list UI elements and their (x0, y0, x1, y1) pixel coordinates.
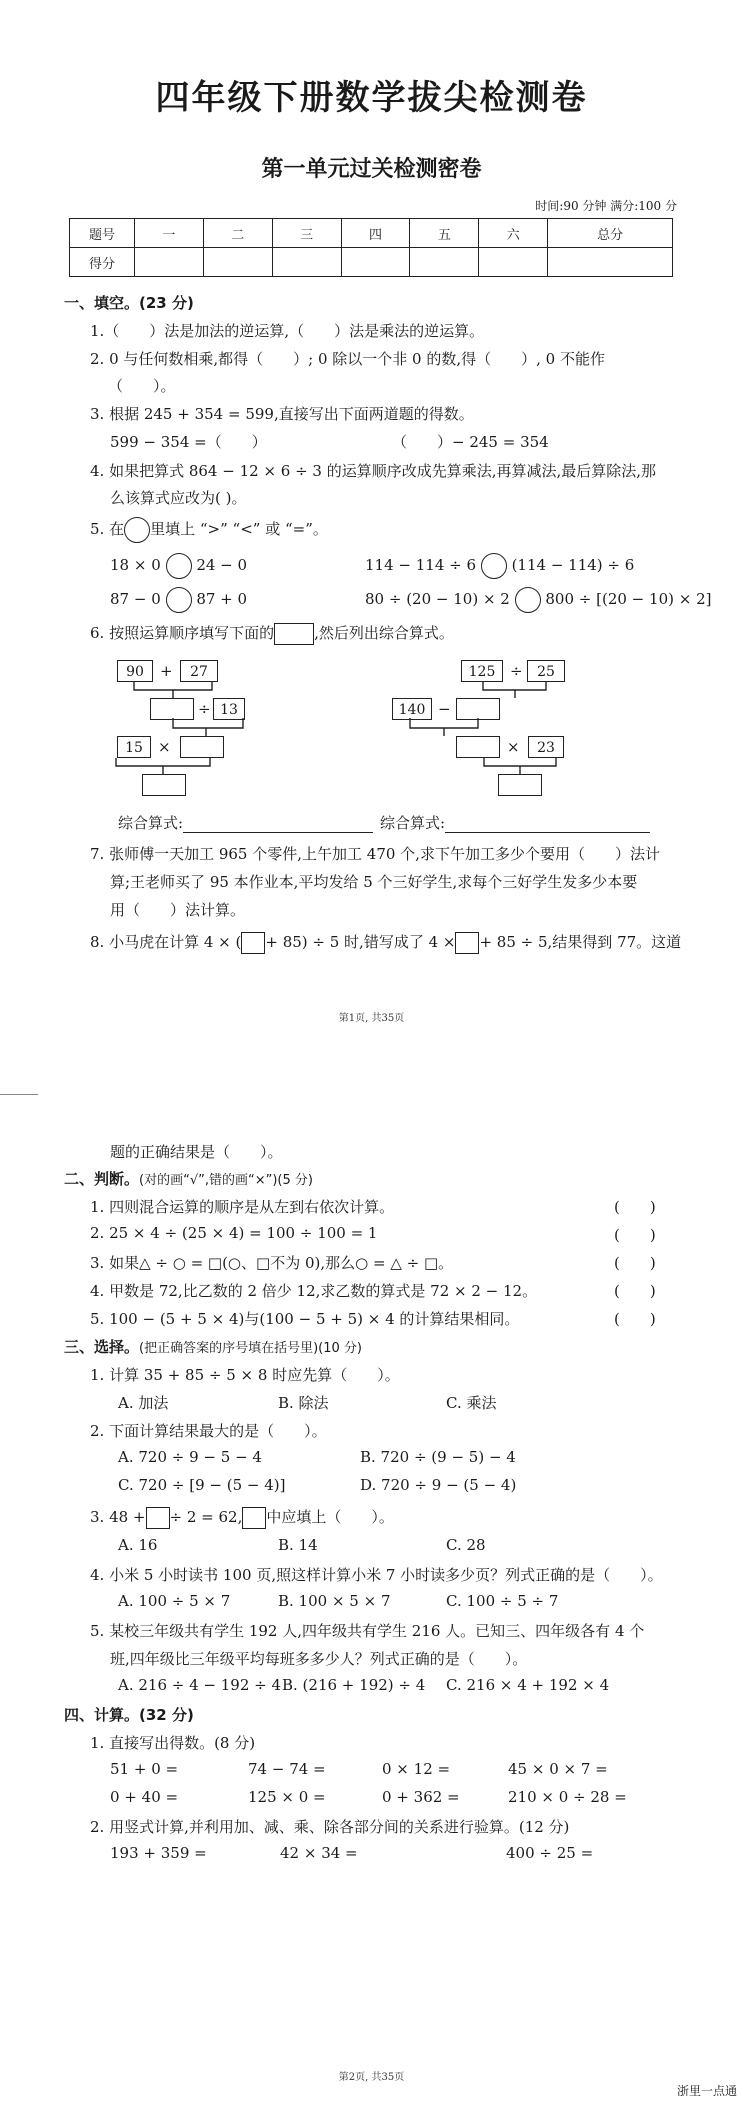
choice-question-3 (90, 1506, 394, 1529)
question-1-3: 3. 根据 245 + 354 = 599,直接写出下面两道题的得数。 (90, 405, 474, 423)
score-header-cell: 总分 (548, 219, 673, 248)
q3-part-a: 3. 48 + (90, 1508, 146, 1526)
judge-item: 4. 甲数是 72,比乙数的 2 倍少 12,求乙数的算式是 72 × 2 − 12。 (90, 1282, 538, 1300)
calc-question-1: 1. 直接写出得数。(8 分) (90, 1734, 256, 1752)
question-1-4: 4. 如果把算式 864 − 12 × 6 ÷ 3 的运算顺序改成先算乘法,再算减法,最后算除法,那 (90, 462, 657, 480)
page-title: 四年级下册数学拔尖检测卷 (155, 78, 588, 118)
section2-title: 二、判断。 (64, 1170, 140, 1188)
choice-option[interactable]: B. 720 ÷ (9 − 5) − 4 (360, 1448, 516, 1466)
tree-answer-box[interactable] (456, 698, 500, 720)
score-header-cell: 四 (341, 219, 410, 248)
score-header-cell: 六 (479, 219, 548, 248)
section3-title: 三、选择。 (64, 1338, 140, 1356)
compare-right: 87 + 0 (196, 590, 248, 608)
calc-item: 0 × 12 = (382, 1760, 451, 1778)
page-footer-2: 第2页, 共35页 (338, 2072, 405, 2083)
calc-item: 400 ÷ 25 = (506, 1844, 594, 1862)
q8-part-a: 8. 小马虎在计算 4 × ( (90, 933, 242, 951)
operator: − (438, 700, 451, 718)
operator: ÷ (198, 700, 211, 718)
judge-paren[interactable]: ( ) (614, 1282, 656, 1300)
judge-item: 1. 四则混合运算的顺序是从左到右依次计算。 (90, 1198, 395, 1216)
judge-paren[interactable]: ( ) (614, 1226, 656, 1244)
q8-part-c: + 85 ÷ 5,结果得到 77。这道 (479, 933, 682, 951)
answer-square[interactable] (241, 932, 265, 954)
choice-option[interactable]: C. 216 × 4 + 192 × 4 (446, 1676, 610, 1694)
score-header-cell: 三 (272, 219, 341, 248)
section1-heading: 一、填空。(23 分) (64, 294, 194, 312)
choice-option[interactable]: B. 除法 (278, 1394, 329, 1412)
choice-option[interactable]: C. 乘法 (446, 1394, 497, 1412)
judge-paren[interactable]: ( ) (614, 1310, 656, 1328)
watermark: 浙里一点通 (676, 2084, 737, 2098)
q6-tail: ,然后列出综合算式。 (314, 624, 454, 642)
tree-answer-box[interactable] (498, 774, 542, 796)
time-info: 时间:90 分钟 满分:100 分 (535, 199, 677, 213)
calc-item: 193 + 359 = (110, 1844, 207, 1862)
q5-prefix: 5. 在 (90, 520, 125, 538)
combo-label: 综合算式: (118, 814, 184, 832)
tree-answer-box[interactable] (180, 736, 224, 758)
choice-option[interactable]: A. 100 ÷ 5 × 7 (118, 1592, 231, 1610)
tree-box-value: 25 (527, 660, 565, 682)
section4-heading: 四、计算。(32 分) (64, 1706, 194, 1724)
tree-answer-box[interactable] (150, 698, 194, 720)
choice-question-4: 4. 小米 5 小时读书 100 页,照这样计算小米 7 小时读多少页？列式正确的是（ ）。 (90, 1566, 663, 1584)
page-subtitle: 第一单元过关检测密卷 (261, 156, 482, 182)
tree-box-value: 13 (213, 698, 245, 720)
score-header-cell: 题号 (70, 219, 135, 248)
combo-label: 综合算式: (380, 814, 446, 832)
choice-option[interactable]: A. 加法 (118, 1394, 169, 1412)
choice-option[interactable]: B. 100 × 5 × 7 (278, 1592, 391, 1610)
tree-box-value: 140 (392, 698, 432, 720)
compare-left: 114 − 114 ÷ 6 (365, 556, 477, 574)
combo-formula-left (118, 812, 373, 833)
choice-question-1: 1. 计算 35 + 85 ÷ 5 × 8 时应先算（ ）。 (90, 1366, 400, 1384)
choice-question-2: 2. 下面计算结果最大的是（ ）。 (90, 1422, 327, 1440)
score-row-label: 得分 (70, 248, 135, 277)
choice-option[interactable]: A. 16 (118, 1536, 158, 1554)
calc-item: 42 × 34 = (280, 1844, 358, 1862)
page-footer-1: 第1页, 共35页 (338, 1013, 405, 1024)
judge-paren[interactable]: ( ) (614, 1254, 656, 1272)
compare-left: 87 − 0 (110, 590, 161, 608)
question-1-2-cont: （ ）。 (108, 377, 176, 395)
score-header-cell: 五 (410, 219, 479, 248)
answer-square (242, 1507, 266, 1529)
q8-part-b: + 85) ÷ 5 时,错写成了 4 × (265, 933, 456, 951)
scan-artifact (0, 1094, 38, 1095)
section3-heading (64, 1336, 362, 1357)
question-1-7: 7. 张师傅一天加工 965 个零件,上午加工 470 个,求下午加工多少个要用（ ）法计 (90, 845, 660, 863)
question-1-3-a: 599 − 354 =（ ） (110, 433, 267, 451)
q3-part-b: ÷ 2 = 62, (169, 1508, 243, 1526)
calc-item: 0 + 362 = (382, 1788, 460, 1806)
score-header-cell: 二 (203, 219, 272, 248)
question-1-8-cont: 题的正确结果是（ ）。 (110, 1143, 283, 1161)
combo-answer-line[interactable] (445, 816, 650, 833)
calc-item: 125 × 0 = (248, 1788, 326, 1806)
choice-question-5-cont: 班,四年级比三年级平均每班多多少人？列式正确的是（ ）。 (110, 1650, 528, 1668)
section2-heading (64, 1168, 313, 1189)
choice-option[interactable]: A. 720 ÷ 9 − 5 − 4 (118, 1448, 262, 1466)
tree-box-value: 15 (117, 736, 151, 758)
compare-left: 80 ÷ (20 − 10) × 2 (365, 590, 510, 608)
choice-question-5: 5. 某校三年级共有学生 192 人,四年级共有学生 216 人。已知三、四年级各有 4 个 (90, 1622, 645, 1640)
question-1-7-cont2: 用（ ）法计算。 (110, 901, 246, 919)
answer-square (146, 1507, 170, 1529)
calc-item: 0 + 40 = (110, 1788, 179, 1806)
combo-answer-line[interactable] (183, 816, 373, 833)
operator: ÷ (510, 662, 523, 680)
compare-right: (114 − 114) ÷ 6 (511, 556, 635, 574)
operator: × (158, 738, 171, 756)
question-1-8 (90, 931, 681, 954)
tree-box-value: 23 (528, 736, 564, 758)
compare-right: 24 − 0 (196, 556, 248, 574)
q5-tail: 里填上 “>” “<” 或 “=”。 (150, 520, 328, 538)
tree-box-value: 125 (461, 660, 503, 682)
tree-answer-box[interactable] (456, 736, 500, 758)
calc-question-2: 2. 用竖式计算,并利用加、减、乘、除各部分间的关系进行验算。(12 分) (90, 1818, 570, 1836)
tree-answer-box[interactable] (142, 774, 186, 796)
calc-item: 45 × 0 × 7 = (508, 1760, 608, 1778)
q6-prefix: 6. 按照运算顺序填写下面的 (90, 624, 275, 642)
question-1-4-cont: 么该算式应改为( )。 (110, 489, 247, 507)
combo-formula-right (380, 812, 650, 833)
choice-option[interactable]: D. 720 ÷ 9 − (5 − 4) (360, 1476, 517, 1494)
compare-left: 18 × 0 (110, 556, 161, 574)
judge-paren[interactable]: ( ) (614, 1198, 656, 1216)
tree-box-value: 90 (117, 660, 153, 682)
question-1-7-cont1: 算;王老师买了 95 本作业本,平均发给 5 个三好学生,求每个三好学生发多少本要 (110, 873, 638, 891)
question-1-3-b: （ ）− 245 = 354 (392, 433, 549, 451)
q3-part-c: 中应填上（ ）。 (266, 1508, 394, 1526)
tree-box-value: 27 (180, 660, 218, 682)
question-1-2: 2. 0 与任何数相乘,都得（ ）; 0 除以一个非 0 的数,得（ ）, 0 不能作 (90, 350, 605, 368)
answer-square[interactable] (455, 932, 479, 954)
choice-option[interactable]: C. 28 (446, 1536, 486, 1554)
section3-note: (把正确答案的序号填在括号里)(10 分) (139, 1341, 362, 1356)
section2-note: (对的画“√”,错的画“×”)(5 分) (139, 1173, 313, 1188)
choice-option[interactable]: C. 720 ÷ [9 − (5 − 4)] (118, 1476, 286, 1494)
operator: + (160, 662, 173, 680)
choice-option[interactable]: B. (216 + 192) ÷ 4 (282, 1676, 426, 1694)
judge-item: 3. 如果△ ÷ ○ = □(○、□不为 0),那么○ = △ ÷ □。 (90, 1254, 454, 1272)
judge-item: 5. 100 − (5 + 5 × 4)与(100 − 5 + 5) × 4 的计算结果相同。 (90, 1310, 520, 1328)
question-1-1: 1.（ ）法是加法的逆运算,（ ）法是乘法的逆运算。 (90, 322, 485, 340)
calc-item: 51 + 0 = (110, 1760, 179, 1778)
compare-right: 800 ÷ [(20 − 10) × 2] (545, 590, 712, 608)
calc-item: 74 − 74 = (248, 1760, 326, 1778)
choice-option[interactable]: A. 216 ÷ 4 − 192 ÷ 4 (118, 1676, 282, 1694)
choice-option[interactable]: B. 14 (278, 1536, 318, 1554)
judge-item: 2. 25 × 4 ÷ (25 × 4) = 100 ÷ 100 = 1 (90, 1224, 378, 1242)
choice-option[interactable]: C. 100 ÷ 5 ÷ 7 (446, 1592, 559, 1610)
score-header-cell: 一 (135, 219, 204, 248)
operator: × (507, 738, 520, 756)
calc-item: 210 × 0 ÷ 28 = (508, 1788, 627, 1806)
